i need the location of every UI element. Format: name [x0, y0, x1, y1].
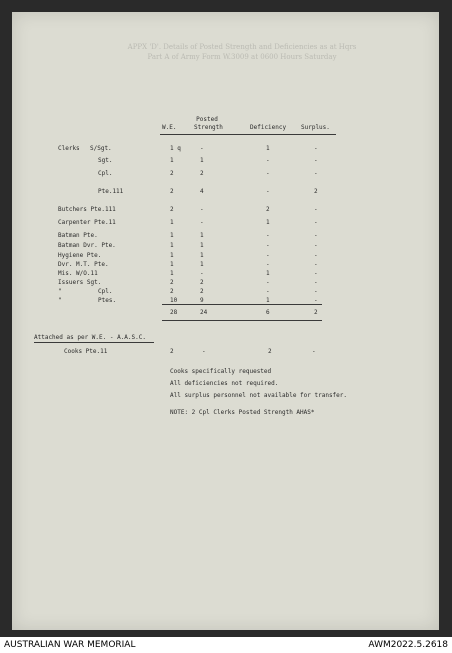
row-6-posted: 1: [200, 232, 204, 239]
row-11-we: 2: [170, 279, 174, 286]
row-7-posted: 1: [200, 242, 204, 249]
note-2: All surplus personnel not available for transfer.: [170, 392, 348, 399]
row-9-surplus: -: [314, 261, 318, 268]
row-13-rank: Ptes.: [98, 297, 117, 304]
row-6-deficiency: -: [266, 232, 270, 239]
row-8-surplus: -: [314, 252, 318, 259]
note-1: All deficiencies not required.: [170, 380, 279, 387]
row-7-group: Batman Dvr. Pte.: [58, 242, 116, 249]
row-7-surplus: -: [314, 242, 318, 249]
row-12-surplus: -: [314, 288, 318, 295]
row-6-surplus: -: [314, 232, 318, 239]
row-13-surplus: -: [314, 297, 318, 304]
row-0-posted: -: [200, 145, 204, 152]
header-underline: [160, 134, 336, 135]
row-1-we: 1: [170, 157, 174, 164]
row-7-deficiency: -: [266, 242, 270, 249]
row-3-rank: Pte.111: [98, 188, 124, 195]
row-5-posted: -: [200, 219, 204, 226]
attached-heading-underline: [34, 342, 154, 343]
row-13-posted: 9: [200, 297, 204, 304]
row-10-posted: -: [200, 270, 204, 277]
row-6-we: 1: [170, 232, 174, 239]
attached-deficiency: 2: [268, 348, 272, 355]
column-header-posted-line-2: Strength: [194, 124, 223, 131]
row-13-group: ": [58, 297, 62, 304]
row-0-rank: S/Sgt.: [90, 145, 112, 152]
row-12-we: 2: [170, 288, 174, 295]
column-header-posted-line-1: Posted: [196, 116, 218, 123]
row-4-group: Butchers Pte.111: [58, 206, 116, 213]
faded-header: [52, 42, 432, 62]
note-final: NOTE: 2 Cpl Clerks Posted Strength AHAS*: [170, 409, 315, 416]
row-9-group: Dvr. M.T. Pte.: [58, 261, 109, 268]
row-5-group: Carpenter Pte.11: [58, 219, 116, 226]
row-2-surplus: -: [314, 170, 318, 177]
row-5-we: 1: [170, 219, 174, 226]
total-surplus: 2: [314, 309, 318, 316]
row-12-posted: 2: [200, 288, 204, 295]
row-6-group: Batman Pte.: [58, 232, 98, 239]
row-4-we: 2: [170, 206, 174, 213]
attached-we: 2: [170, 348, 174, 355]
total-deficiency: 6: [266, 309, 270, 316]
row-9-we: 1: [170, 261, 174, 268]
faded-header-line-1: APPX 'D'. Details of Posted Strength and Deficiencies as at Hqrs: [127, 43, 357, 51]
row-3-posted: 4: [200, 188, 204, 195]
footer-accession-number: AWM2022.5.2618: [368, 640, 448, 650]
note-0: Cooks specifically requested: [170, 368, 272, 375]
attached-label: Cooks Pte.11: [64, 348, 108, 355]
column-header-surplus: Surplus.: [301, 124, 330, 131]
row-1-rank: Sgt.: [98, 157, 113, 164]
row-0-surplus: -: [314, 145, 318, 152]
row-9-deficiency: -: [266, 261, 270, 268]
total-we: 28: [170, 309, 178, 316]
row-2-posted: 2: [200, 170, 204, 177]
attached-posted: -: [202, 348, 206, 355]
attached-surplus: -: [312, 348, 316, 355]
faded-header-line-2: Part A of Army Form W.3009 at 0600 Hours Saturday: [147, 53, 337, 61]
row-10-deficiency: 1: [266, 270, 270, 277]
footer-institution: AUSTRALIAN WAR MEMORIAL: [4, 640, 136, 650]
row-10-we: 1: [170, 270, 174, 277]
row-2-we: 2: [170, 170, 174, 177]
row-1-posted: 1: [200, 157, 204, 164]
row-4-posted: -: [200, 206, 204, 213]
totals-bottom-rule: [162, 320, 322, 321]
row-12-group: ": [58, 288, 62, 295]
row-2-deficiency: -: [266, 170, 270, 177]
row-10-surplus: -: [314, 270, 318, 277]
row-8-deficiency: -: [266, 252, 270, 259]
row-0-we: 1 q: [170, 145, 181, 152]
row-0-deficiency: 1: [266, 145, 270, 152]
row-12-rank: Cpl.: [98, 288, 113, 295]
row-8-we: 1: [170, 252, 174, 259]
row-5-surplus: -: [314, 219, 318, 226]
row-4-deficiency: 2: [266, 206, 270, 213]
row-11-posted: 2: [200, 279, 204, 286]
row-0-group: Clerks: [58, 145, 80, 152]
row-11-deficiency: -: [266, 279, 270, 286]
row-9-posted: 1: [200, 261, 204, 268]
row-13-we: 10: [170, 297, 178, 304]
row-8-group: Hygiene Pte.: [58, 252, 102, 259]
row-10-group: Mis. W/O.11: [58, 270, 98, 277]
row-3-surplus: 2: [314, 188, 318, 195]
row-2-rank: Cpl.: [98, 170, 113, 177]
row-4-surplus: -: [314, 206, 318, 213]
row-13-deficiency: 1: [266, 297, 270, 304]
column-header-deficiency: Deficiency: [250, 124, 287, 131]
row-1-surplus: -: [314, 157, 318, 164]
row-11-group: Issuers Sgt.: [58, 279, 102, 286]
attached-heading: Attached as per W.E. - A.A.S.C.: [34, 334, 146, 341]
row-7-we: 1: [170, 242, 174, 249]
row-12-deficiency: -: [266, 288, 270, 295]
row-5-deficiency: 1: [266, 219, 270, 226]
row-3-we: 2: [170, 188, 174, 195]
total-posted: 24: [200, 309, 208, 316]
column-header-we: W.E.: [162, 124, 177, 131]
document-page: [12, 12, 439, 630]
row-11-surplus: -: [314, 279, 318, 286]
row-8-posted: 1: [200, 252, 204, 259]
row-3-deficiency: -: [266, 188, 270, 195]
totals-top-rule: [162, 304, 322, 305]
row-1-deficiency: -: [266, 157, 270, 164]
